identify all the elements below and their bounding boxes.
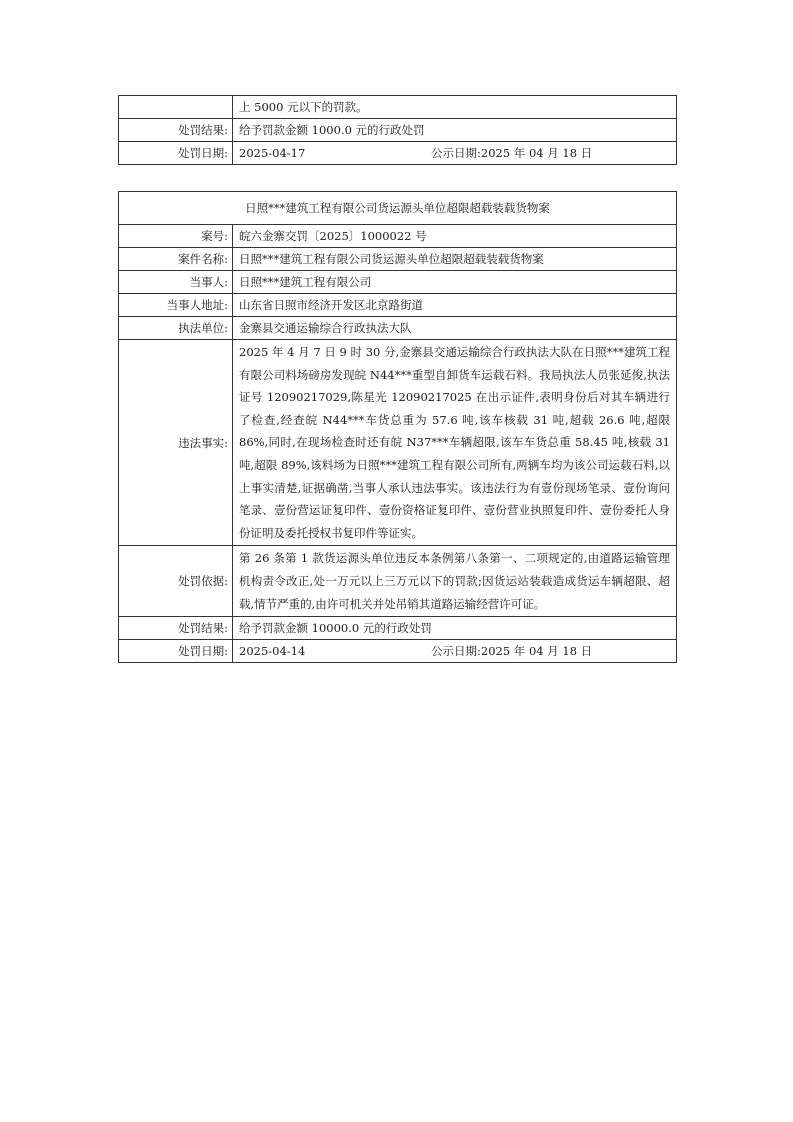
facts-label: 违法事实: xyxy=(119,340,233,546)
result-row xyxy=(119,119,677,142)
facts-row xyxy=(119,340,677,546)
case-name-row xyxy=(119,248,677,271)
party-address-row xyxy=(119,294,677,317)
case-title-row xyxy=(119,192,677,225)
date-value-cell xyxy=(233,142,677,165)
continued-text: 上 5000 元以下的罚款。 xyxy=(233,96,677,119)
party-value: 日照***建筑工程有限公司 xyxy=(233,271,677,294)
date-label: 处罚日期: xyxy=(119,142,233,165)
case-number-row xyxy=(119,225,677,248)
party-address-value: 山东省日照市经济开发区北京路街道 xyxy=(233,294,677,317)
continued-row xyxy=(119,96,677,119)
case-name-value: 日照***建筑工程有限公司货运源头单位超限超载装载货物案 xyxy=(233,248,677,271)
penalty-date: 2025-04-17 xyxy=(239,146,306,160)
publish-date: 2025 年 04 月 18 日 xyxy=(480,146,593,160)
result-value: 给予罚款金额 1000.0 元的行政处罚 xyxy=(233,119,677,142)
enforcement-unit-row xyxy=(119,317,677,340)
case-table xyxy=(118,191,677,663)
party-row xyxy=(119,271,677,294)
party-address-label: 当事人地址: xyxy=(119,294,233,317)
basis-value: 第 26 条第 1 款货运源头单位违反本条例第八条第一、二项规定的,由道路运输管理机构责令改正,处一万元以上三万元以下的罚款;因货运站装载造成货运车辆超限、超载,情节严重的,由许可机关并处吊销其道路运输经营许可证。 xyxy=(233,546,677,617)
publish-date: 2025 年 04 月 18 日 xyxy=(480,644,593,659)
basis-row xyxy=(119,546,677,617)
case-number-value: 皖六金寨交罚〔2025〕1000022 号 xyxy=(233,225,677,248)
publish-label: 公示日期: xyxy=(431,146,481,160)
result-label: 处罚结果: xyxy=(119,119,233,142)
publish-label: 公示日期: xyxy=(431,644,481,659)
enforcement-unit-label: 执法单位: xyxy=(119,317,233,340)
date-row xyxy=(119,142,677,165)
date-label: 处罚日期: xyxy=(119,640,233,663)
empty-label-cell xyxy=(119,96,233,119)
case-number-label: 案号: xyxy=(119,225,233,248)
result-value: 给予罚款金额 10000.0 元的行政处罚 xyxy=(233,617,677,640)
result-row xyxy=(119,617,677,640)
case-title: 日照***建筑工程有限公司货运源头单位超限超载装载货物案 xyxy=(119,192,677,225)
enforcement-unit-value: 金寨县交通运输综合行政执法大队 xyxy=(233,317,677,340)
previous-case-table xyxy=(118,95,677,165)
date-row xyxy=(119,640,677,663)
result-label: 处罚结果: xyxy=(119,617,233,640)
penalty-date: 2025-04-14 xyxy=(239,644,306,659)
basis-label: 处罚依据: xyxy=(119,546,233,617)
party-label: 当事人: xyxy=(119,271,233,294)
date-value-cell xyxy=(233,640,677,663)
facts-value: 2025 年 4 月 7 日 9 时 30 分,金寨县交通运输综合行政执法大队在日照***建筑工程有限公司料场磅房发现皖 N44***重型自卸货车运载石料。我局执法人员张延俊,执法证号 12090217029,陈星光 12090217025 在出示证件,表明身份后对其车辆进行了检查,经查皖 N44***车货总重为 57.6 吨,该车核载 31 吨,超载 26.6 吨,超限 86%,同时,在现场检查时还有皖 N37***车辆超限,该车车货总重 58.45 吨,核载 31 吨,超限 89%,该料场为日照***建筑工程有限公司所有,两辆车均为该公司运载石料,以上事实清楚,证据确凿,当事人承认违法事实。该违法行为有壹份现场笔录、壹份询问笔录、壹份营运证复印件、壹份资格证复印件、壹份营业执照复印件、壹份委托人身份证明及委托授权书复印件等证实。 xyxy=(233,340,677,546)
case-name-label: 案件名称: xyxy=(119,248,233,271)
